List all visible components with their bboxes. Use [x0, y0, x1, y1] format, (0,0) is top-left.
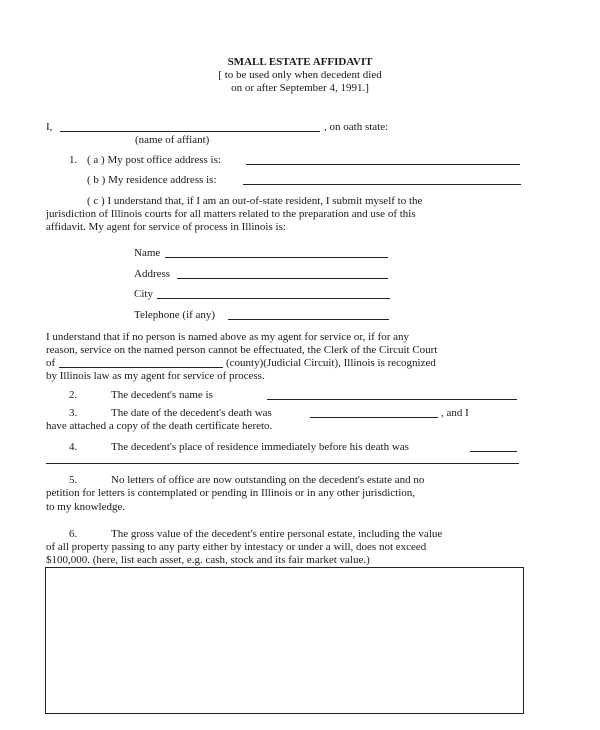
asset-list-box[interactable]	[45, 567, 524, 714]
agent-name-label: Name	[134, 247, 161, 259]
agent-city-field[interactable]	[157, 298, 390, 299]
item6-number: 6.	[69, 528, 78, 540]
agent-address-field[interactable]	[177, 278, 388, 279]
residence-address-label: ( b ) My residence address is:	[87, 174, 217, 186]
agent-city-label: City	[134, 288, 153, 300]
document-subtitle-line2: on or after September 4, 1991.]	[231, 82, 369, 94]
understand-line4: by Illinois law as my agent for service of process.	[46, 370, 265, 382]
item3-label: The date of the decedent's death was	[111, 407, 272, 419]
document-subtitle-line1: [ to be used only when decedent died	[218, 69, 382, 81]
item6-line3: $100,000. (here, list each asset, e.g. cash, stock and its fair market value.)	[46, 554, 370, 566]
item5-number: 5.	[69, 474, 78, 486]
post-office-address-label: ( a ) My post office address is:	[87, 154, 221, 166]
death-date-field[interactable]	[310, 417, 438, 418]
item6-line1: The gross value of the decedent's entire personal estate, including the value	[111, 528, 443, 540]
agent-name-field[interactable]	[165, 257, 388, 258]
agent-telephone-field[interactable]	[228, 319, 389, 320]
item1c-line2: jurisdiction of Illinois courts for all matters related to the preparation and use of this	[46, 208, 416, 220]
affiant-name-field[interactable]	[60, 131, 320, 132]
item2-number: 2.	[69, 389, 78, 401]
residence-before-death-field-continued[interactable]	[46, 463, 519, 464]
decedent-name-field[interactable]	[267, 399, 517, 400]
agent-telephone-label: Telephone (if any)	[134, 309, 216, 321]
item3-line2: have attached a copy of the death certificate hereto.	[46, 420, 273, 432]
county-field[interactable]	[59, 367, 223, 368]
item1c-line1: ( c ) I understand that, if I am an out-of-state resident, I submit myself to the	[87, 195, 423, 207]
understand-line1: I understand that if no person is named above as my agent for service or, if for any	[46, 331, 410, 343]
item4-number: 4.	[69, 441, 78, 453]
agent-address-label: Address	[134, 268, 171, 280]
affiant-suffix: , on oath state:	[324, 121, 389, 133]
item1c-line3: affidavit. My agent for service of process in Illinois is:	[46, 221, 286, 233]
affiant-name-caption: (name of affiant)	[135, 134, 210, 146]
understand-line3-prefix: of	[46, 357, 56, 369]
residence-before-death-field[interactable]	[470, 451, 517, 452]
affiant-prefix: I,	[46, 121, 53, 133]
post-office-address-field[interactable]	[246, 164, 520, 165]
item3-number: 3.	[69, 407, 78, 419]
document-title: SMALL ESTATE AFFIDAVIT	[227, 56, 373, 68]
residence-address-field[interactable]	[243, 184, 521, 185]
understand-line2: reason, service on the named person cannot be effectuated, the Clerk of the Circuit Court	[46, 344, 438, 356]
item5-line1: No letters of office are now outstanding on the decedent's estate and no	[111, 474, 425, 486]
item1-number: 1.	[69, 154, 78, 166]
item5-line3: to my knowledge.	[46, 501, 126, 513]
item4-label: The decedent's place of residence immediately before his death was	[111, 441, 409, 453]
item3-suffix: , and I	[441, 407, 469, 419]
item6-line2: of all property passing to any party either by intestacy or under a will, does not exceed	[46, 541, 427, 553]
item5-line2: petition for letters is contemplated or pending in Illinois or in any other jurisdiction,	[46, 487, 416, 499]
understand-line3-suffix: (county)(Judicial Circuit), Illinois is recognized	[226, 357, 436, 369]
item2-label: The decedent's name is	[111, 389, 213, 401]
